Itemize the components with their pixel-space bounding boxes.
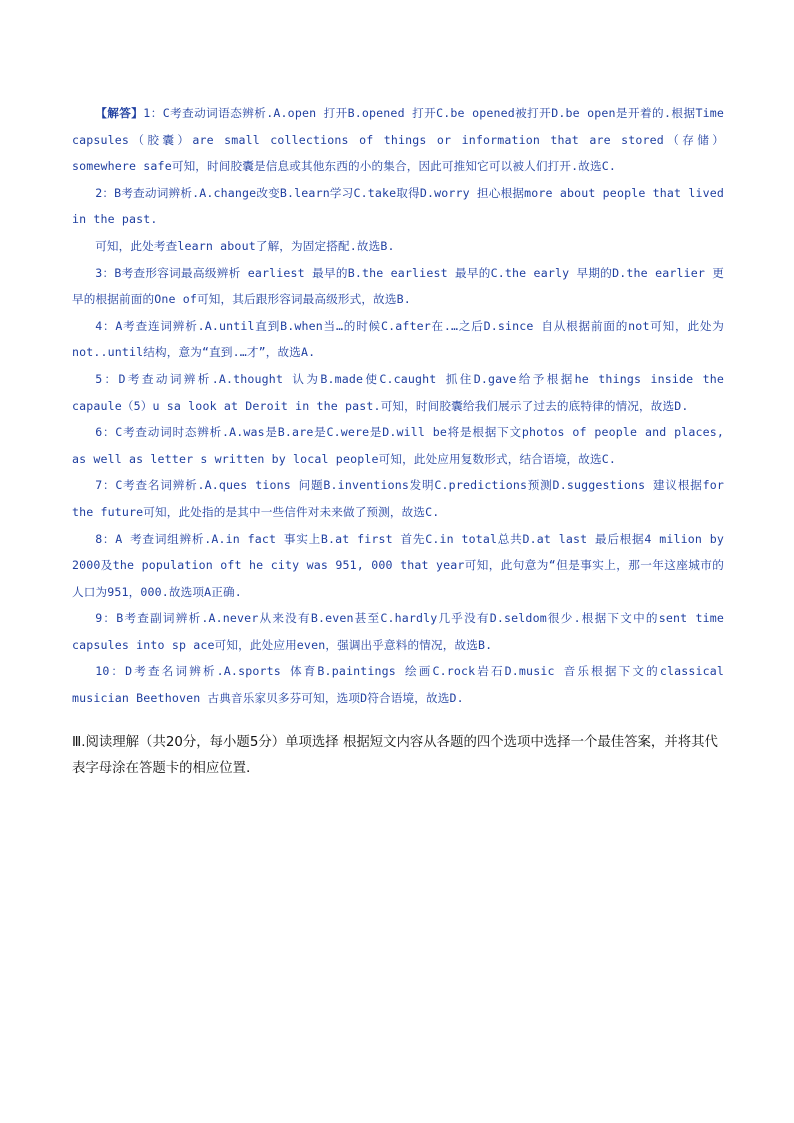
answer-text: 4：A考查连词辨析.A.until直到B.when当…的时候C.after在.…之后D.since 自从根据前面的not可知，此处为not..until结构，意为“直到.…才”，故选A. [72,318,724,360]
answer-item-5 [72,366,724,419]
answer-text: 2：B考查动词辨析.A.change改变B.learn学习C.take取得D.worry 担心根据more about people that lived in the past. [72,185,724,227]
answer-item-9 [72,605,724,658]
section-heading-reading: Ⅲ.阅读理解（共20分，每小题5分）单项选择 根据短文内容从各题的四个选项中选择一个最佳答案，并将其代表字母涂在答题卡的相应位置． [72,734,718,776]
answer-text: 可知，此处考查learn about了解，为固定搭配.故选B. [95,238,395,253]
answer-item-1 [72,100,724,180]
answer-text: 10：D考查名词辨析.A.sports 体育B.paintings 绘画C.rock岩石D.music 音乐根据下文的classical musician Beethoven 古典音乐家贝多芬可知，选项D符合语境，故选D. [72,664,724,706]
answer-text: 1：C考查动词语态辨析.A.open 打开B.opened 打开C.be opened被打开D.be open是开着的.根据Time capsules（胶囊）are small collections of things or information that are stored（存储）somewhere safe可知，时间胶囊是信息或其他东西的小的集合，因此可推知它可以被人们打开.故选C. [72,106,724,174]
answer-item-8 [72,526,724,606]
answer-item-3 [72,260,724,313]
answer-item-6 [72,419,724,472]
answer-text: 5：D考查动词辨析.A.thought 认为B.made使C.caught 抓住D.gave给予根据he things inside the capaule（5）u sa look at Deroit in the past.可知，时间胶囊给我们展示了过去的底特律的情况，故选D. [72,371,724,413]
answer-item-4 [72,313,724,366]
answer-item-2-continued [72,233,724,260]
answer-text: 8：A 考查词组辨析.A.in fact 事实上B.at first 首先C.in total总共D.at last 最后根据4 milion by 2000及the population oft he city was 951, 000 that year可知，此句意为“但是事实上，那一年这座城市的人口为951，000.故选项A正确. [72,531,724,599]
document-page [72,100,724,782]
answer-text: 7：C考查名词辨析.A.ques tions 问题B.inventions发明C.predictions预测D.suggestions 建议根据for the future可知，此处指的是其中一些信件对未来做了预测，故选C. [72,478,724,519]
answer-heading: 【解答】 [95,106,144,120]
answer-item-7 [72,472,724,525]
answer-text: 6：C考查动词时态辨析.A.was是B.are是C.were是D.will be将是根据下文photos of people and places, as well as letter s written by local people可知，此处应用复数形式，结合语境，故选C. [72,425,724,466]
answer-text: 3：B考查形容词最高级辨析 earliest 最早的B.the earliest 最早的C.the early 早期的D.the earlier 更早的根据前面的One of可知，其后跟形容词最高级形式，故选B. [72,265,724,307]
answer-item-2 [72,180,724,233]
answer-explanations [72,100,724,712]
answer-text: 9：B考查副词辨析.A.never从来没有B.even甚至C.hardly几乎没有D.seldom很少.根据下文中的sent time capsules into sp ace可知，此处应用even，强调出乎意料的情况，故选B. [72,611,724,652]
answer-item-10 [72,658,724,711]
